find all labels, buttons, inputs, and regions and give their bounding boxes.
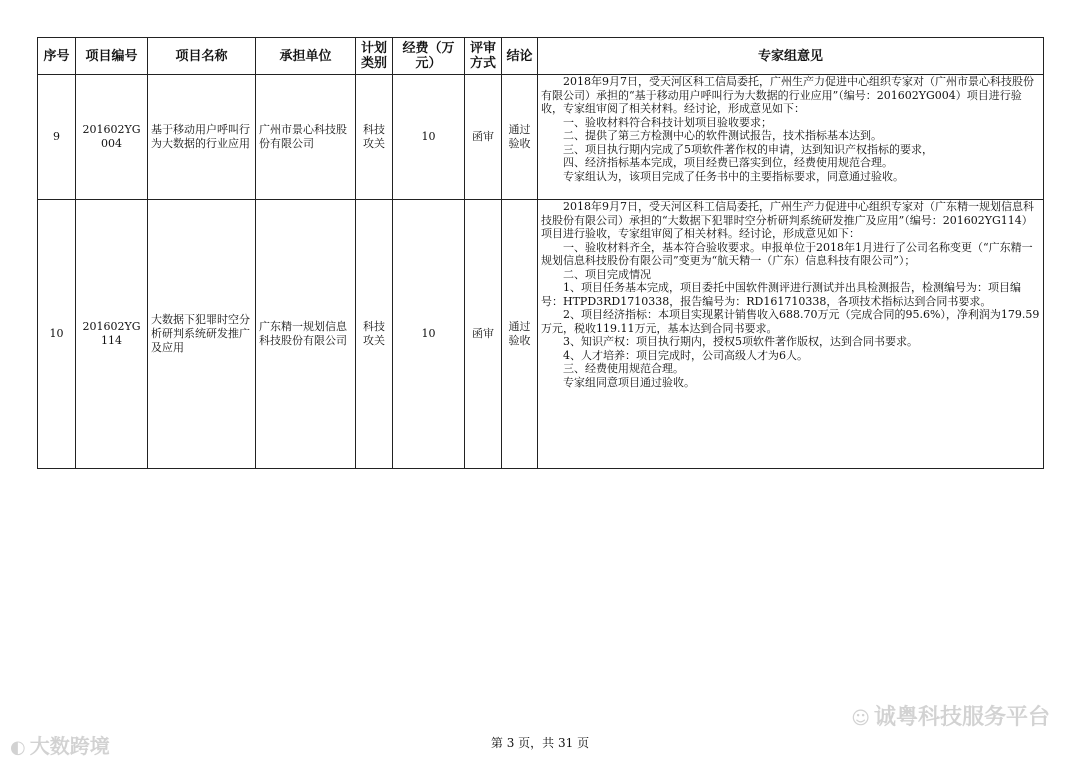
cell-funds: 10 xyxy=(393,75,465,200)
cell-review-method: 函审 xyxy=(465,200,502,469)
cell-project-name: 大数据下犯罪时空分析研判系统研发推广及应用 xyxy=(148,200,256,469)
header-funds: 经费（万元） xyxy=(393,38,465,75)
cell-conclusion: 通过验收 xyxy=(502,200,538,469)
opinion-paragraph: 三、经费使用规范合理。 xyxy=(563,362,684,375)
cell-plan-type: 科技攻关 xyxy=(356,75,393,200)
cell-project-no: 201602YG004 xyxy=(76,75,148,200)
watermark-right-text: 诚粤科技服务平台 xyxy=(873,705,1050,730)
watermark-left xyxy=(10,730,110,759)
watermark-left-text: 大数跨境 xyxy=(29,734,110,758)
opinion-paragraph: 一、验收材料符合科技计划项目验收要求； xyxy=(563,115,772,129)
opinion-paragraph: 三、项目执行期内完成了5项软件著作权的申请，达到知识产权指标的要求， xyxy=(563,142,933,156)
cell-unit: 广东精一规划信息科技股份有限公司 xyxy=(256,200,356,469)
opinion-paragraph: 二、项目完成情况 xyxy=(563,267,651,281)
cell-seq: 10 xyxy=(38,200,76,469)
header-seq: 序号 xyxy=(38,38,76,75)
opinion-paragraph: 专家组认为，该项目完成了任务书中的主要指标要求，同意通过验收。 xyxy=(563,169,904,183)
opinion-paragraph: 2、项目经济指标：本项目实现累计销售收入688.70万元（完成合同的95.6%），净利润为179.59万元，税收119.11万元，基本达到合同书要求。 xyxy=(541,308,1040,335)
opinion-paragraph: 四、经济指标基本完成，项目经费已落实到位，经费使用规范合理。 xyxy=(563,156,893,169)
cell-plan-type: 科技攻关 xyxy=(356,200,393,469)
header-unit: 承担单位 xyxy=(256,38,356,75)
cell-funds: 10 xyxy=(393,200,465,469)
watermark-right xyxy=(851,700,1050,731)
cell-opinion xyxy=(538,75,1044,200)
wechat-logo-icon: ☺ xyxy=(851,708,870,729)
cell-project-name: 基于移动用户呼叫行为大数据的行业应用 xyxy=(148,75,256,200)
cell-project-no: 201602YG114 xyxy=(76,200,148,469)
cell-seq: 9 xyxy=(38,75,76,200)
opinion-paragraph: 1、项目任务基本完成，项目委托中国软件测评进行测试并出具检测报告，检测编号为：项目编号：HTPD3RD1710338，报告编号为：RD161710338，各项技术指标达到合同书要求。 xyxy=(541,281,1021,308)
camera-logo-icon: ◐ xyxy=(10,737,26,758)
cell-conclusion: 通过验收 xyxy=(502,75,538,200)
opinion-paragraph: 二、提供了第三方检测中心的软件测试报告，技术指标基本达到。 xyxy=(563,129,882,142)
opinion-paragraph: 2018年9月7日，受天河区科工信局委托，广州生产力促进中心组织专家对（广东精一规划信息科技股份有限公司）承担的“大数据下犯罪时空分析研判系统研发推广及应用”（编号：201602YG114）项目进行验收，专家组审阅了相关材料。经讨论，形成意见如下： xyxy=(541,200,1034,240)
opinion-paragraph: 3、知识产权：项目执行期内，授权5项软件著作版权，达到合同书要求。 xyxy=(563,335,918,348)
header-review-method: 评审方式 xyxy=(465,38,502,75)
opinion-paragraph: 4、人才培养：项目完成时，公司高级人才为6人。 xyxy=(563,348,808,362)
header-plan-type: 计划类别 xyxy=(356,38,393,75)
table-row xyxy=(38,200,1044,469)
header-opinion: 专家组意见 xyxy=(538,38,1044,75)
cell-opinion xyxy=(538,200,1044,469)
acceptance-table xyxy=(37,37,1044,469)
header-row xyxy=(38,38,1044,75)
opinion-paragraph: 2018年9月7日，受天河区科工信局委托，广州生产力促进中心组织专家对（广州市景心科技股份有限公司）承担的“基于移动用户呼叫行为大数据的行业应用”（编号：201602YG004）项目进行验收，专家组审阅了相关材料。经讨论，形成意见如下： xyxy=(541,75,1034,115)
header-conclusion: 结论 xyxy=(502,38,538,75)
cell-review-method: 函审 xyxy=(465,75,502,200)
opinion-paragraph: 一、验收材料齐全，基本符合验收要求。申报单位于2018年1月进行了公司名称变更（“广东精一规划信息科技股份有限公司”变更为“航天精一（广东）信息科技有限公司”）； xyxy=(541,240,1033,267)
page-number: 第 3 页，共 31 页 xyxy=(490,736,590,750)
header-project-name: 项目名称 xyxy=(148,38,256,75)
opinion-paragraph: 专家组同意项目通过验收。 xyxy=(563,375,695,389)
cell-unit: 广州市景心科技股份有限公司 xyxy=(256,75,356,200)
table-row xyxy=(38,75,1044,200)
header-project-no: 项目编号 xyxy=(76,38,148,75)
